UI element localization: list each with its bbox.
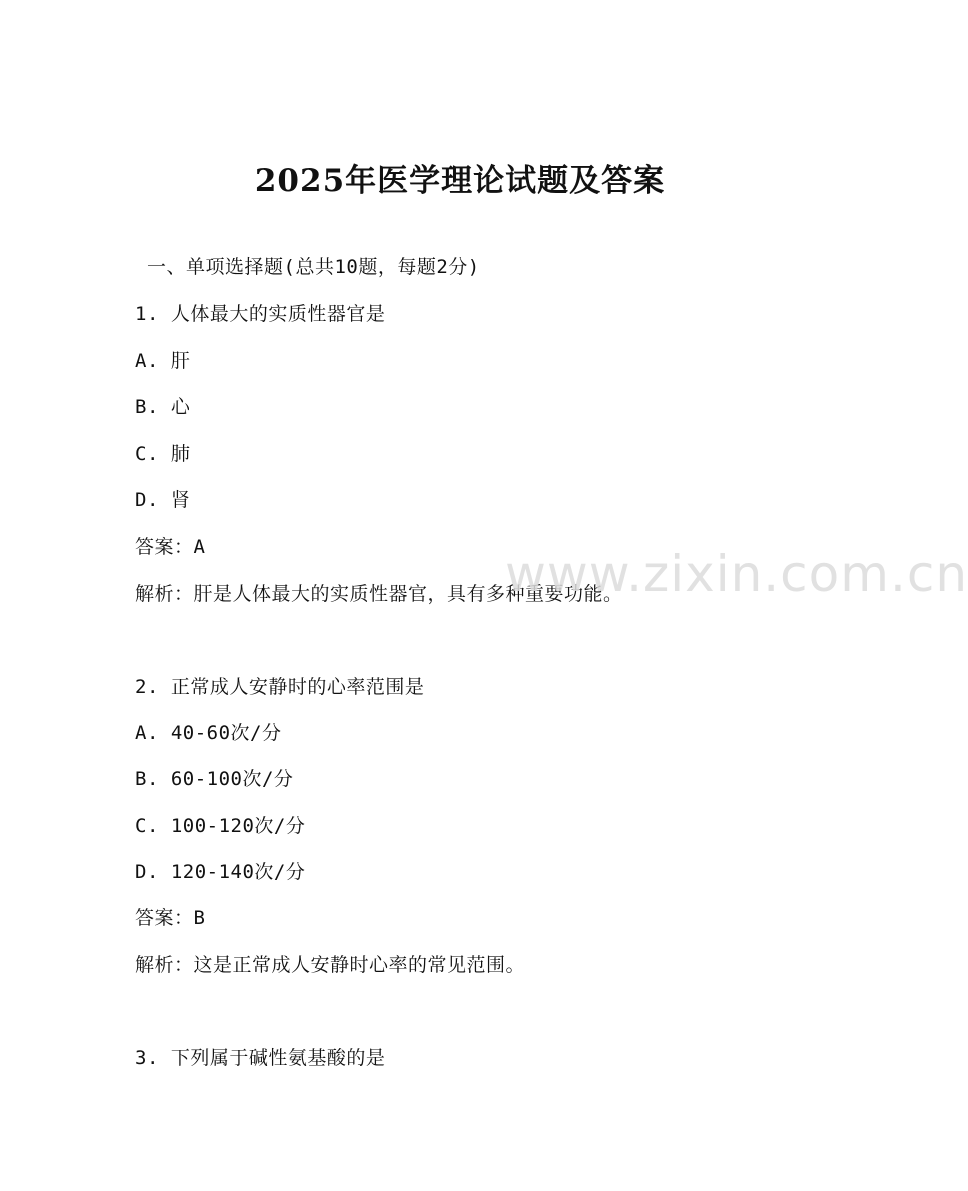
question-1-option-a: A. 肝 — [135, 350, 191, 372]
question-2-explanation: 解析：这是正常成人安静时心率的常见范围。 — [135, 954, 526, 976]
question-2-stem: 2. 正常成人安静时的心率范围是 — [135, 676, 425, 698]
question-1-stem: 1. 人体最大的实质性器官是 — [135, 303, 386, 325]
question-2-option-c: C. 100-120次/分 — [135, 815, 306, 837]
question-1-option-b: B. 心 — [135, 396, 191, 418]
question-1-option-c: C. 肺 — [135, 443, 191, 465]
watermark-label: www.zixin.com.cn — [505, 545, 968, 603]
question-2-option-b: B. 60-100次/分 — [135, 768, 294, 790]
question-2-option-d: D. 120-140次/分 — [135, 861, 306, 883]
question-1-answer: 答案：A — [135, 536, 206, 558]
question-1-explanation: 解析：肝是人体最大的实质性器官，具有多种重要功能。 — [135, 583, 623, 605]
document-title: 2025年医学理论试题及答案 — [254, 163, 666, 199]
question-2-option-a: A. 40-60次/分 — [135, 722, 282, 744]
question-3-stem: 3. 下列属于碱性氨基酸的是 — [135, 1047, 386, 1069]
question-1-option-d: D. 肾 — [135, 489, 191, 511]
question-2-answer: 答案：B — [135, 907, 206, 929]
section-heading: 一、单项选择题(总共10题，每题2分) — [147, 256, 480, 278]
